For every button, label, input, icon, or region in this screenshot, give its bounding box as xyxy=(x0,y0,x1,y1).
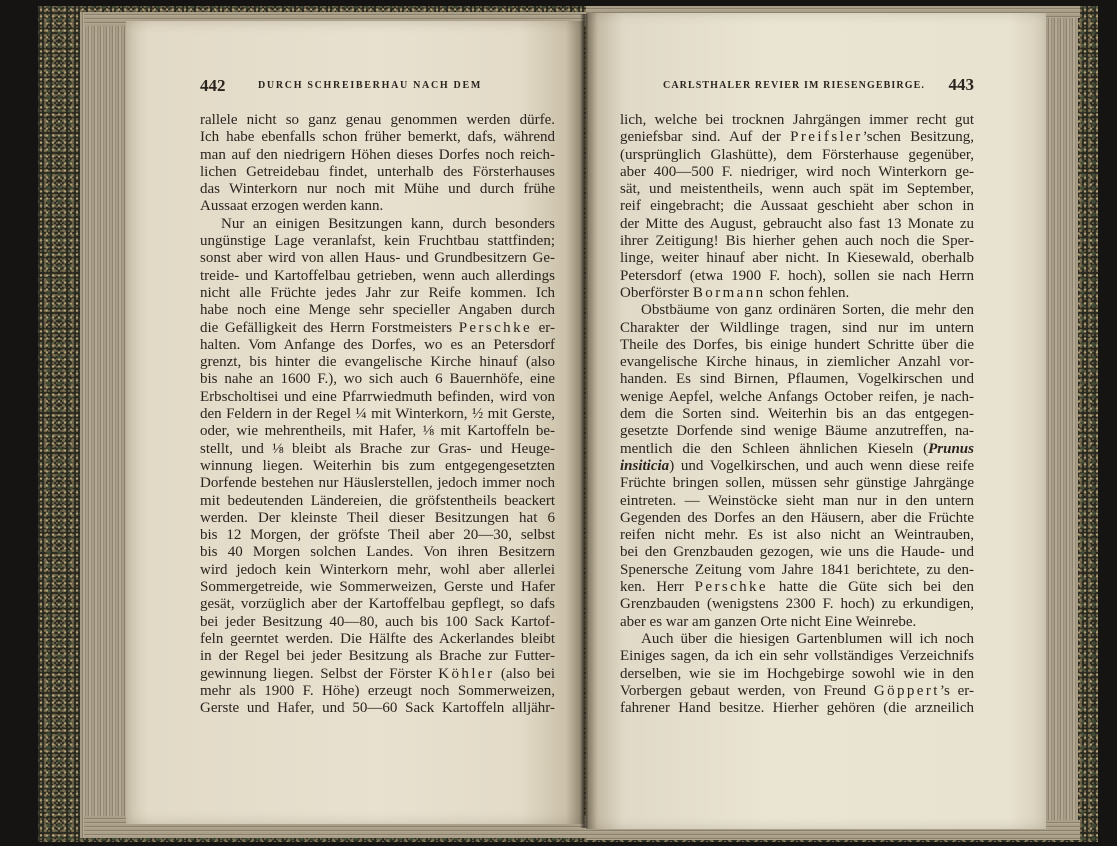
left-text-column xyxy=(200,112,555,717)
spaced-name: Bormann xyxy=(692,284,766,301)
text-line: eintreten. — Weinstöcke sieht man nur in den untern xyxy=(620,492,974,509)
text-line: wird jedoch kein Winterkorn mehr, wohl aber allerlei xyxy=(200,561,555,578)
text-line xyxy=(620,285,974,302)
text-line: grenzt, bis hinter die evangelische Kirche hinauf (also xyxy=(200,354,555,371)
running-head-right: CARLSTHALER REVIER IM RIESENGEBIRGE. xyxy=(663,80,925,91)
text-line: feln geerntet werden. Die Hälfte des Ackerlandes bleibt xyxy=(200,630,555,647)
text-line: ihrer Zeitigung! Bis hierher gehen auch noch die Sper- xyxy=(620,233,974,250)
text-line: Erbscholtisei und eine Pfarrwiedmuth befinden, wird von xyxy=(200,388,555,405)
spaced-name: Preifsler xyxy=(790,129,863,146)
text-line: stellt, und ⅛ bleibt als Brache zur Gras- und Heuge- xyxy=(200,440,555,457)
text-line: bei jeder Besitzung 40—80, auch bis 100 Sack Kartof- xyxy=(200,613,555,630)
text-line: Petersdorf (etwa 1900 F. hoch), sollen sie nach Herrn xyxy=(620,267,974,284)
text-line: Einiges sagen, da ich ein sehr vollständiges Verzeichnifs xyxy=(620,648,974,665)
text-line: habe noch eine Menge sehr specieller Angaben durch xyxy=(200,302,555,319)
text-line: bis 40 Morgen solchen Landes. Von ihren Besitzern xyxy=(200,544,555,561)
text-line: Nur an einigen Besitzungen kann, durch besonders xyxy=(221,215,555,232)
text-line: aber es war am ganzen Orte nicht Eine Weinrebe. xyxy=(620,613,917,630)
text-line: nicht alle Früchte jedes Jahr zur Reife kommen. Ich xyxy=(200,284,555,301)
text-line: gesät, vorzüglich aber der Kartoffelbau gepflegt, so dafs xyxy=(200,596,555,613)
text-line: in der Regel bei jeder Besitzung als Brache zur Futter- xyxy=(200,648,555,665)
text-line: Obstbäume von ganz ordinären Sorten, die mehr den xyxy=(641,302,974,319)
page-number-left: 442 xyxy=(200,76,226,95)
text-line: bei den Grenzbauden gezogen, wie uns die Haude- und xyxy=(620,544,974,561)
text-line: reif eingebracht; die Aussaat geschieht aber schon in xyxy=(620,198,974,215)
book-gutter xyxy=(580,14,588,828)
text-line: lich, welche bei trocknen Jahrgängen immer recht gut xyxy=(620,112,974,128)
text-run: mentlich die den Schleen ähnlichen Kieseln ( xyxy=(620,440,929,457)
text-line: Auch über die hiesigen Gartenblumen will ich noch xyxy=(641,630,974,647)
text-line xyxy=(620,129,974,146)
text-line: halten. Vom Anfange des Dorfes, wo es an Petersdorf xyxy=(200,336,555,353)
text-line: (ursprünglich Glashütte), dem Försterhause gegenüber, xyxy=(620,146,974,163)
italic-term: Prunus xyxy=(928,440,974,457)
text-line: Sommergetreide, wie Sommerweizen, Gerste und Hafer xyxy=(200,579,555,596)
text-line: Dorfende bestehen nur Häuslerstellen, jedoch immer noch xyxy=(200,475,555,492)
page-edges-left xyxy=(80,12,130,838)
text-line: oder, wie mehrentheils, mit Hafer, ⅛ mit Kartoffeln be- xyxy=(200,423,555,440)
spaced-name: Perschke xyxy=(694,579,768,596)
text-line: das Winterkorn nur noch mit Mühe und durch frühe xyxy=(200,181,555,198)
text-run: die Gefälligkeit des Herrn Forstmeisters xyxy=(200,319,459,336)
text-line: derselben, wie sie im Hochgebirge sowohl wie in den xyxy=(620,665,974,682)
text-line: dem die Sorten sind. Weiterhin bis an das entgegen- xyxy=(620,406,974,423)
running-head-left: DURCH SCHREIBERHAU NACH DEM xyxy=(258,80,482,91)
text-run: ’schen Besitzung, xyxy=(862,129,974,146)
text-run: ken. Herr xyxy=(620,579,695,596)
text-line xyxy=(620,683,974,700)
text-line: rallele nicht so ganz genau genommen werden dürfe. xyxy=(200,112,555,128)
text-run: Vorbergen gebaut werden, von Freund xyxy=(620,682,874,699)
text-run: schon fehlen. xyxy=(765,284,850,301)
text-line xyxy=(620,441,974,458)
text-line: sät, und meistentheils, wenn auch spät im September, xyxy=(620,181,974,198)
text-line xyxy=(620,579,974,596)
text-line: den Feldern in der Regel ¼ mit Winterkorn, ½ mit Gerste, xyxy=(200,406,555,423)
text-line xyxy=(200,666,555,683)
text-line: Spenersche Zeitung vom Jahre 1841 berichtete, zu den- xyxy=(620,561,974,578)
text-line: Theile des Dorfes, bis einige hundert Schritte über die xyxy=(620,336,974,353)
spaced-name: Göppert xyxy=(873,682,940,699)
text-run: er- xyxy=(532,319,555,336)
text-line: der Mitte des August, gebraucht also fast 13 Monate zu xyxy=(620,215,974,232)
text-line: man auf den niedrigern Höhen dieses Dorfes noch reich- xyxy=(200,146,555,163)
text-line: reifen nicht mehr. Es ist also nicht an Weintrauben, xyxy=(620,527,974,544)
text-run: Oberförster xyxy=(620,284,693,301)
spaced-name: Köhler xyxy=(438,665,495,682)
text-line: evangelische Kirche hinaus, in ziemlicher Anzahl vor- xyxy=(620,354,974,371)
text-line: handen. Es sind Birnen, Pflaumen, Vogelkirschen und xyxy=(620,371,974,388)
text-line: Charakter der Wildlinge tragen, sind nur im untern xyxy=(620,319,974,336)
italic-term: insiticia xyxy=(620,457,670,474)
text-line: Gerste und Hafer, und 50—60 Sack Kartoffeln alljähr- xyxy=(200,700,555,717)
text-line: aber 400—500 F. niedriger, wird noch Winterkorn ge- xyxy=(620,163,974,180)
text-line: treide- und Kartoffelbau getrieben, wenn auch allerdings xyxy=(200,267,555,284)
text-line: gesetzte Dorfende sind wenige Bäume anzutreffen, na- xyxy=(620,423,974,440)
text-run: gewinnung liegen. Selbst der Förster xyxy=(200,665,439,682)
text-line: bis 12 Morgen, der gröfste Theil aber 20—30, selbst xyxy=(200,527,555,544)
text-line: fahrener Hand besitze. Hierher gehören (die arzneilich xyxy=(620,700,974,717)
text-line: Gegenden des Dorfes an den Häusern, aber die Früchte xyxy=(620,509,974,526)
right-text-column xyxy=(620,112,974,717)
text-run: ’s er- xyxy=(939,682,974,699)
text-line: wenige Aepfel, welche Anfangs October reifen, je nach- xyxy=(620,388,974,405)
text-line: ungünstige Lage veranlafst, kein Fruchtbau stattfinden; xyxy=(200,233,555,250)
text-line: lichen Getreidebau findet, unterhalb des Försterhauses xyxy=(200,163,555,180)
text-line: Grenzbauden (wenigstens 2300 F. hoch) zu erkundigen, xyxy=(620,596,974,613)
text-line: winnung liegen. Weiterhin bis zum entgegengesetzten xyxy=(200,457,555,474)
text-run: hatte die Güte sich bei den xyxy=(768,579,975,596)
text-line: mit bedeutenden Ländereien, die gröfstentheils beackert xyxy=(200,492,555,509)
text-run: (also bei xyxy=(494,665,555,682)
text-line xyxy=(200,320,555,337)
text-run: geniefsbar sind. Auf der xyxy=(620,129,791,146)
page-number-right: 443 xyxy=(948,75,974,94)
text-run: ) und Vogelkirschen, und auch wenn diese reife xyxy=(669,457,974,474)
text-line xyxy=(620,458,974,475)
text-line: werden. Der kleinste Theil dieser Besitzungen hat 6 xyxy=(200,509,555,526)
text-line: Aussaat erzogen werden kann. xyxy=(200,198,384,215)
text-line: Früchte bringen sollen, müssen sehr günstige Jahrgänge xyxy=(620,475,974,492)
text-line: sonst aber wird von allen Haus- und Grundbesitzern Ge- xyxy=(200,250,555,267)
spaced-name: Perschke xyxy=(458,319,533,336)
text-line: bis nahe an 1600 F.), wo sich auch 6 Bauernhöfe, eine xyxy=(200,371,555,388)
text-line: Ich habe ebenfalls schon früher bemerkt, dafs, während xyxy=(200,129,555,146)
text-line: mehr als 1900 F. Höhe) erzeugt noch Sommerweizen, xyxy=(200,682,555,699)
text-line: linge, weiter hinauf aber nicht. In Kiesewald, oberhalb xyxy=(620,250,974,267)
